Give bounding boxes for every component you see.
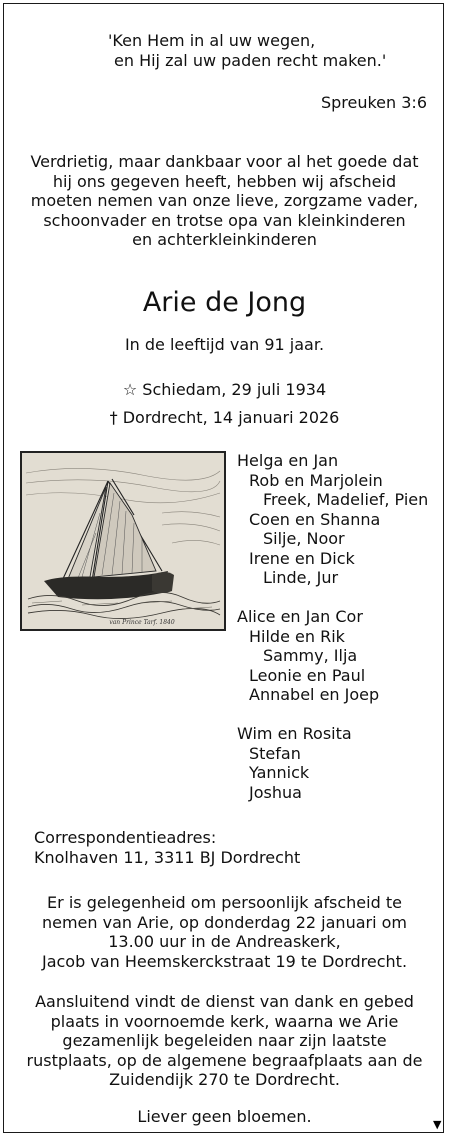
service-text — [4, 992, 445, 1090]
quote-line: 'Ken Hem in al uw wegen, — [108, 31, 316, 50]
announcement-frame — [3, 3, 444, 1133]
age-line: In de leeftijd van 91 jaar. — [124, 335, 325, 354]
birth-line — [4, 380, 445, 400]
farewell-line: Er is gelegenheid om persoonlijk afscheid te — [47, 893, 402, 912]
cross-icon: † — [109, 408, 118, 427]
deceased-name: Arie de Jong — [142, 287, 307, 318]
family-line: Irene en Dick — [249, 548, 355, 568]
family-line: Sammy, Ilja — [263, 646, 358, 665]
sailing-ship-icon — [22, 453, 224, 629]
closing-line: Liever geen bloemen. — [137, 1107, 312, 1126]
quote-reference: Spreuken 3:6 — [320, 93, 427, 112]
correspondence-address: Knolhaven 11, 3311 BJ Dordrecht — [34, 847, 301, 867]
family-line: Stefan — [249, 743, 301, 763]
intro-line: Verdrietig, maar dankbaar voor al het goede dat — [30, 152, 419, 171]
family-line: Wim en Rosita — [237, 724, 352, 743]
service-line: rustplaats, op de algemene begraafplaats aan de — [26, 1050, 423, 1070]
farewell-line: 13.00 uur in de Andreaskerk, — [108, 932, 341, 951]
family-line: Hilde en Rik — [249, 626, 345, 646]
family-line: Rob en Marjolein — [249, 470, 383, 490]
death-place-date: Dordrecht, 14 januari 2026 — [122, 408, 340, 427]
birth-place-date: Schiedam, 29 juli 1934 — [142, 380, 327, 399]
correspondence-label: Correspondentieadres: — [34, 828, 217, 847]
service-line: Aansluitend vindt de dienst van dank en gebed — [35, 992, 414, 1011]
family-line: Linde, Jur — [263, 568, 339, 587]
intro-line: hij ons gegeven heeft, hebben wij afscheid — [52, 171, 397, 191]
family-line: Leonie en Paul — [249, 665, 366, 685]
family-line: Silje, Noor — [263, 529, 345, 548]
farewell-text — [4, 893, 445, 971]
service-line: plaats in voornoemde kerk, waarna we Arie — [50, 1011, 399, 1031]
family-line: Yannick — [249, 763, 310, 782]
family-line: Helga en Jan — [237, 451, 339, 470]
farewell-line: nemen van Arie, op donderdag 22 januari om — [41, 912, 407, 932]
farewell-line: Jacob van Heemskerckstraat 19 te Dordrecht. — [41, 951, 408, 971]
service-line: Zuidendijk 270 te Dordrecht. — [109, 1070, 340, 1089]
service-line: gezamenlijk begeleiden naar zijn laatste — [62, 1031, 387, 1050]
death-line — [4, 408, 445, 428]
bible-quote — [108, 31, 386, 70]
intro-line: en achterkleinkinderen — [132, 230, 317, 249]
triangle-down-icon[interactable]: ▼ — [433, 1118, 442, 1131]
etching-caption: van Prince Tarf. 1840 — [109, 619, 175, 626]
intro-line: schoonvader en trotse opa van kleinkinderen — [43, 210, 406, 230]
sailing-ship-etching — [20, 451, 226, 631]
intro-text — [4, 152, 445, 250]
family-spacer — [237, 588, 428, 608]
family-line: Coen en Shanna — [249, 509, 381, 529]
quote-line: en Hij zal uw paden recht maken.' — [114, 50, 387, 70]
family-spacer — [237, 705, 428, 725]
correspondence-block — [34, 828, 300, 867]
family-line: Joshua — [249, 782, 302, 802]
family-list — [237, 451, 428, 802]
star-icon: ☆ — [122, 380, 138, 399]
intro-line: moeten nemen van onze lieve, zorgzame vader, — [30, 191, 419, 210]
family-line: Annabel en Joep — [249, 685, 380, 704]
family-line: Alice en Jan Cor — [237, 607, 363, 626]
family-line: Freek, Madelief, Pien — [263, 490, 429, 509]
